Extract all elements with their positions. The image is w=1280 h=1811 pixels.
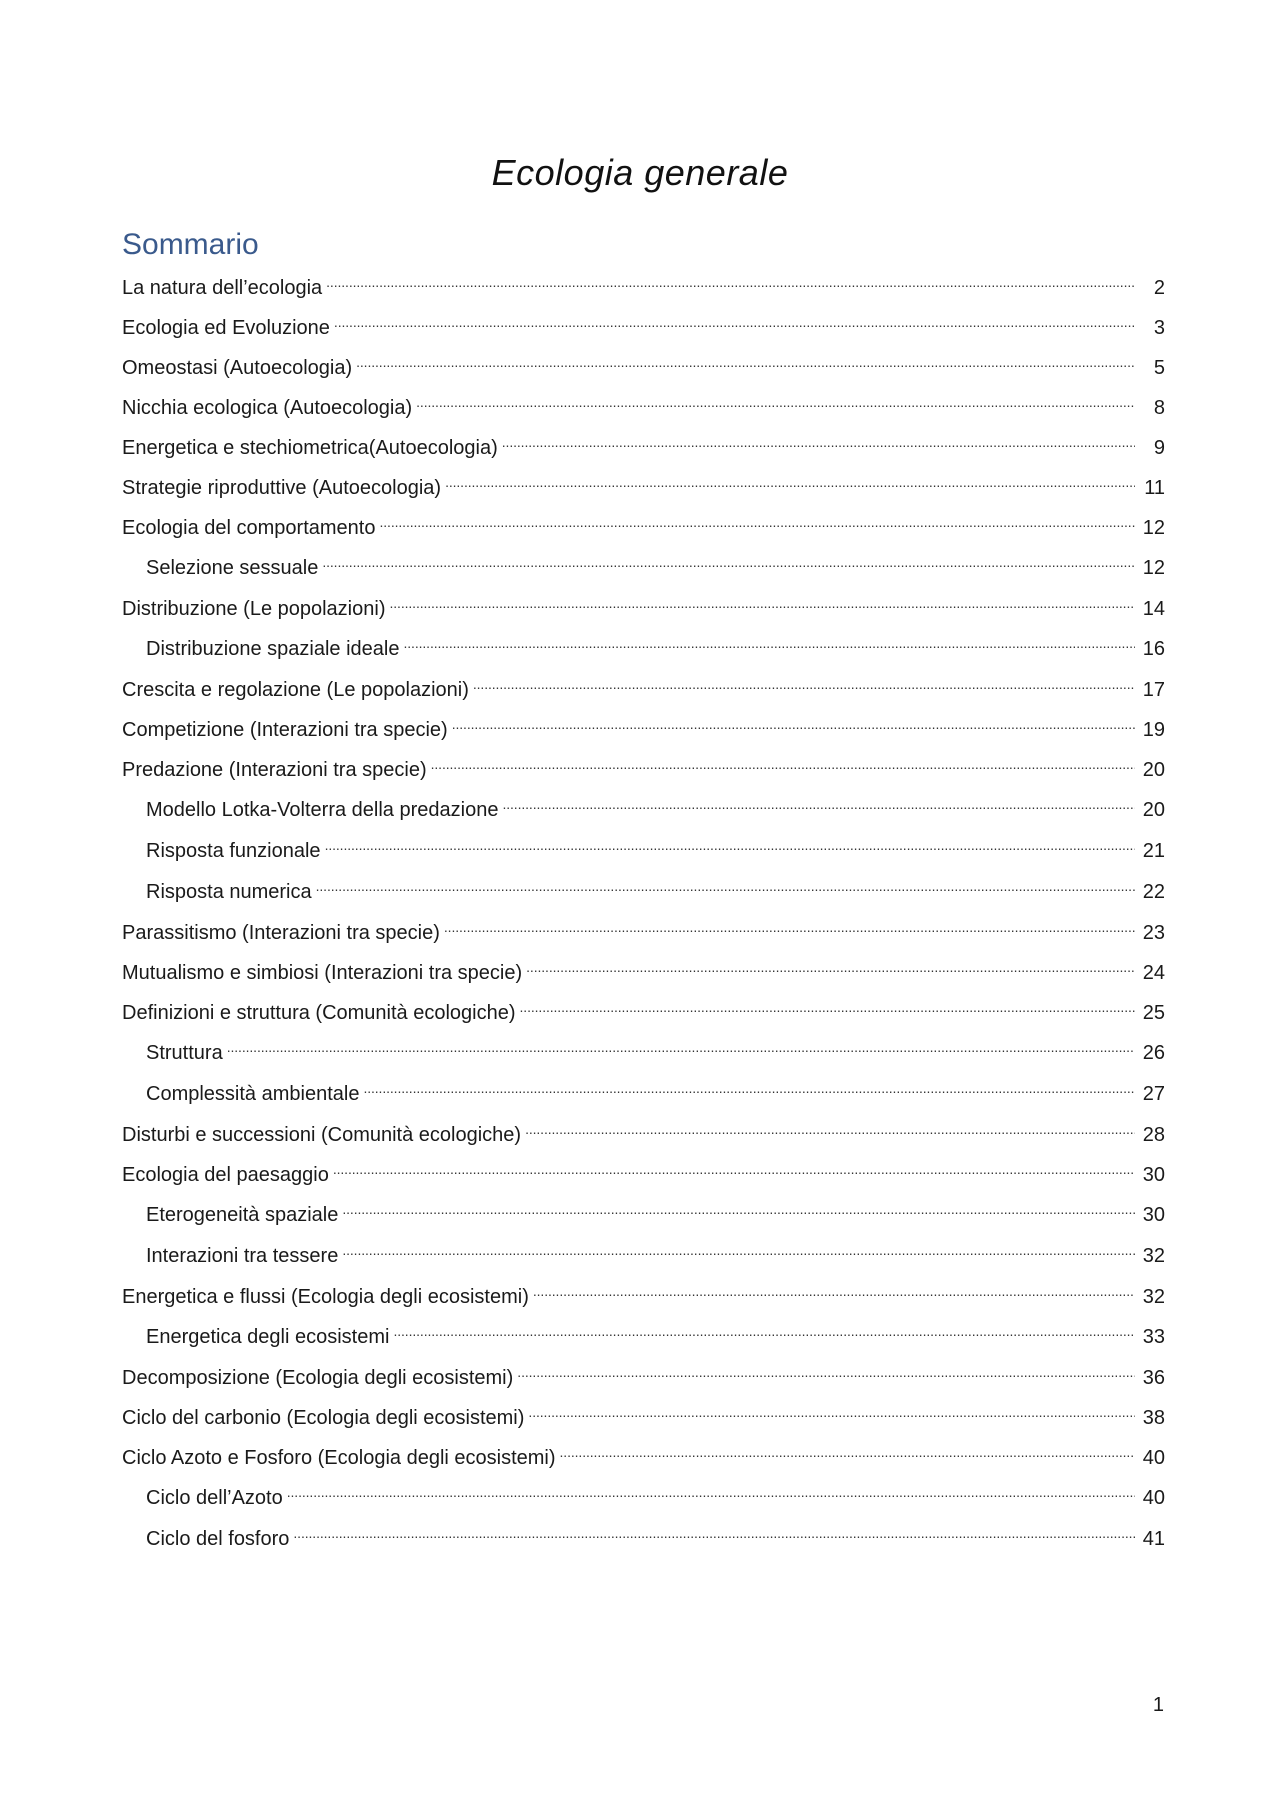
toc-entry-page: 5 xyxy=(1153,357,1165,379)
toc-entry-label: Parassitismo (Interazioni tra specie) xyxy=(122,922,440,944)
toc-leader-dots xyxy=(403,631,1135,655)
toc-entry[interactable] xyxy=(122,470,1165,510)
toc-leader-dots xyxy=(445,470,1135,494)
toc-leader-dots xyxy=(356,350,1135,374)
toc-entry-label: Crescita e regolazione (Le popolazioni) xyxy=(122,679,469,701)
toc-entry-page: 23 xyxy=(1142,922,1165,944)
toc-entry-page: 11 xyxy=(1144,477,1165,499)
toc-leader-dots xyxy=(502,792,1135,816)
toc-leader-dots xyxy=(363,1076,1135,1100)
toc-leader-dots xyxy=(473,672,1135,696)
toc-entry-label: Interazioni tra tessere xyxy=(146,1245,339,1267)
toc-leader-dots xyxy=(452,712,1135,736)
toc-leader-dots xyxy=(379,510,1135,534)
toc-leader-dots xyxy=(416,390,1135,414)
toc-heading: Sommario xyxy=(122,228,259,261)
toc-leader-dots xyxy=(342,1238,1135,1262)
toc-entry[interactable] xyxy=(122,430,1165,470)
toc-entry[interactable] xyxy=(122,955,1165,995)
page-number: 1 xyxy=(1152,1694,1164,1716)
toc-entry-page: 38 xyxy=(1142,1407,1165,1429)
toc-entry-label: Ciclo del fosforo xyxy=(146,1528,290,1550)
toc-entry-page: 27 xyxy=(1142,1083,1165,1105)
toc-leader-dots xyxy=(293,1521,1135,1545)
toc-leader-dots xyxy=(333,1157,1135,1181)
toc-leader-dots xyxy=(502,430,1135,454)
toc-entry[interactable] xyxy=(122,591,1165,631)
toc-entry-page: 20 xyxy=(1142,759,1165,781)
toc-entry[interactable] xyxy=(122,712,1165,752)
toc-entry-page: 8 xyxy=(1153,397,1165,419)
toc-leader-dots xyxy=(533,1279,1135,1303)
toc-entry-page: 17 xyxy=(1142,679,1165,701)
toc-entry-page: 36 xyxy=(1142,1367,1165,1389)
toc-entry[interactable] xyxy=(122,390,1165,430)
toc-entry[interactable] xyxy=(122,510,1165,550)
toc-leader-dots xyxy=(389,591,1135,615)
toc-entry-label: Competizione (Interazioni tra specie) xyxy=(122,719,448,741)
toc-entry[interactable] xyxy=(122,1035,1165,1076)
toc-leader-dots xyxy=(342,1197,1135,1221)
toc-entry-page: 40 xyxy=(1142,1487,1165,1509)
toc-entry-label: Distribuzione spaziale ideale xyxy=(146,638,400,660)
toc-entry-page: 28 xyxy=(1142,1124,1165,1146)
toc-entry[interactable] xyxy=(122,1319,1165,1360)
toc-entry-page: 3 xyxy=(1153,317,1165,339)
toc-entry-page: 30 xyxy=(1142,1164,1165,1186)
toc-entry-label: Strategie riproduttive (Autoecologia) xyxy=(122,477,442,499)
toc-entry[interactable] xyxy=(122,752,1165,792)
toc-entry[interactable] xyxy=(122,350,1165,390)
toc-entry-label: Energetica e stechiometrica(Autoecologia) xyxy=(122,437,498,459)
toc-entry-page: 40 xyxy=(1142,1447,1165,1469)
toc-entry-label: Ecologia ed Evoluzione xyxy=(122,317,330,339)
toc-entry[interactable] xyxy=(122,995,1165,1035)
toc-entry-page: 24 xyxy=(1142,962,1165,984)
toc-entry-page: 19 xyxy=(1142,719,1165,741)
toc-leader-dots xyxy=(526,955,1135,979)
toc-entry-label: Ciclo dell’Azoto xyxy=(146,1487,283,1509)
toc-entry-page: 21 xyxy=(1142,840,1165,862)
toc-entry[interactable] xyxy=(122,1076,1165,1117)
toc-entry-page: 9 xyxy=(1153,437,1165,459)
toc-entry-label: Decomposizione (Ecologia degli ecosistemi) xyxy=(122,1367,514,1389)
toc-entry-page: 32 xyxy=(1142,1286,1165,1308)
toc-leader-dots xyxy=(525,1117,1135,1141)
toc-entry[interactable] xyxy=(122,1279,1165,1319)
toc-entry-page: 26 xyxy=(1142,1042,1165,1064)
toc-entry-label: Energetica e flussi (Ecologia degli ecosistemi) xyxy=(122,1286,529,1308)
toc-entry-label: Energetica degli ecosistemi xyxy=(146,1326,390,1348)
toc-entry[interactable] xyxy=(122,1157,1165,1197)
toc-entry-label: Modello Lotka-Volterra della predazione xyxy=(146,799,499,821)
toc-entry-page: 30 xyxy=(1142,1204,1165,1226)
toc-entry-label: Struttura xyxy=(146,1042,223,1064)
toc-entry-label: Risposta numerica xyxy=(146,881,312,903)
toc-leader-dots xyxy=(517,1360,1135,1384)
toc-entry[interactable] xyxy=(122,874,1165,915)
toc-entry[interactable] xyxy=(122,1521,1165,1562)
toc-leader-dots xyxy=(334,310,1135,334)
toc-entry[interactable] xyxy=(122,672,1165,712)
toc-entry-label: Nicchia ecologica (Autoecologia) xyxy=(122,397,413,419)
toc-entry[interactable] xyxy=(122,1480,1165,1521)
toc-entry-page: 32 xyxy=(1142,1245,1165,1267)
toc-entry-label: Predazione (Interazioni tra specie) xyxy=(122,759,427,781)
toc-entry[interactable] xyxy=(122,1117,1165,1157)
toc-entry-page: 12 xyxy=(1142,517,1165,539)
toc-leader-dots xyxy=(444,915,1135,939)
toc-entry-label: Disturbi e successioni (Comunità ecologiche) xyxy=(122,1124,522,1146)
toc-entry-label: Mutualismo e simbiosi (Interazioni tra specie) xyxy=(122,962,523,984)
toc-entry[interactable] xyxy=(122,1440,1165,1480)
toc-entry[interactable] xyxy=(122,792,1165,833)
toc-entry-label: Ecologia del comportamento xyxy=(122,517,376,539)
toc-leader-dots xyxy=(316,874,1135,898)
toc-entry-page: 20 xyxy=(1142,799,1165,821)
toc-entry-label: Ciclo Azoto e Fosforo (Ecologia degli ecosistemi) xyxy=(122,1447,556,1469)
toc-entry-page: 2 xyxy=(1153,277,1165,299)
toc-entry-label: Ciclo del carbonio (Ecologia degli ecosistemi) xyxy=(122,1407,525,1429)
toc-entry[interactable] xyxy=(122,631,1165,672)
toc-entry-label: Complessità ambientale xyxy=(146,1083,360,1105)
toc-entry-label: Omeostasi (Autoecologia) xyxy=(122,357,353,379)
toc-leader-dots xyxy=(322,550,1135,574)
table-of-contents xyxy=(122,270,1165,1562)
toc-leader-dots xyxy=(560,1440,1135,1464)
toc-entry-page: 22 xyxy=(1142,881,1165,903)
toc-entry-label: Definizioni e struttura (Comunità ecologiche) xyxy=(122,1002,516,1024)
toc-entry[interactable] xyxy=(122,1400,1165,1440)
toc-leader-dots xyxy=(325,833,1135,857)
toc-entry[interactable] xyxy=(122,1360,1165,1400)
toc-leader-dots xyxy=(227,1035,1135,1059)
toc-entry-page: 14 xyxy=(1142,598,1165,620)
toc-entry[interactable] xyxy=(122,1197,1165,1238)
toc-entry-label: Distribuzione (Le popolazioni) xyxy=(122,598,386,620)
toc-entry[interactable] xyxy=(122,833,1165,874)
toc-leader-dots xyxy=(431,752,1135,776)
toc-entry-label: Eterogeneità spaziale xyxy=(146,1204,339,1226)
toc-leader-dots xyxy=(287,1480,1135,1504)
toc-entry-label: La natura dell’ecologia xyxy=(122,277,323,299)
toc-entry-label: Selezione sessuale xyxy=(146,557,319,579)
toc-leader-dots xyxy=(326,270,1135,294)
toc-entry-page: 41 xyxy=(1142,1528,1165,1550)
toc-entry[interactable] xyxy=(122,550,1165,591)
toc-leader-dots xyxy=(393,1319,1135,1343)
toc-leader-dots xyxy=(520,995,1135,1019)
toc-entry-page: 33 xyxy=(1142,1326,1165,1348)
toc-entry[interactable] xyxy=(122,915,1165,955)
toc-entry-label: Risposta funzionale xyxy=(146,840,321,862)
toc-entry-page: 16 xyxy=(1142,638,1165,660)
toc-entry[interactable] xyxy=(122,1238,1165,1279)
toc-entry-page: 12 xyxy=(1142,557,1165,579)
toc-entry[interactable] xyxy=(122,270,1165,310)
toc-entry-page: 25 xyxy=(1142,1002,1165,1024)
document-title: Ecologia generale xyxy=(491,152,789,193)
toc-entry-label: Ecologia del paesaggio xyxy=(122,1164,329,1186)
toc-entry[interactable] xyxy=(122,310,1165,350)
toc-leader-dots xyxy=(528,1400,1135,1424)
